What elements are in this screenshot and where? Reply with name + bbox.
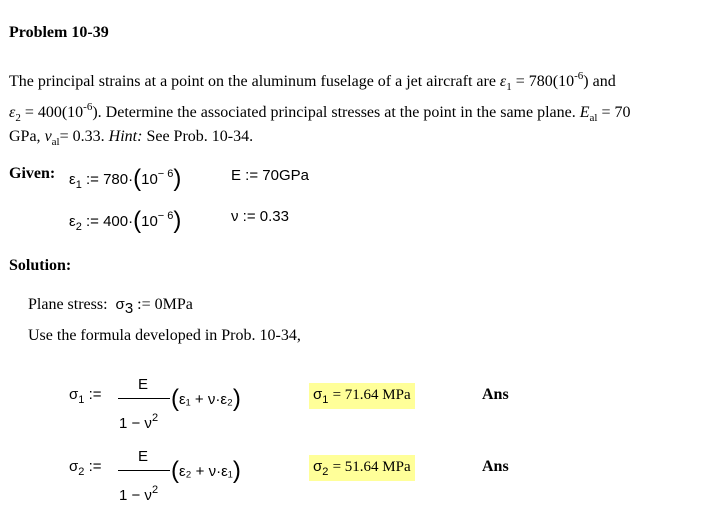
given-nu: ν := 0.33 [231, 208, 289, 225]
sigma-symbol: σ [69, 386, 79, 403]
solution-label: Solution: [9, 257, 72, 274]
sigma1-value: = 71.64 MPa [332, 387, 411, 403]
right-paren: ) [232, 385, 241, 412]
statement-line-1 [9, 70, 616, 93]
given-label: Given: [9, 165, 56, 182]
denominator-exponent: 2 [151, 412, 159, 424]
epsilon-symbol: ε [69, 171, 76, 188]
denominator-text: 1 − ν [119, 487, 152, 504]
statement-line-3 [9, 128, 253, 148]
paren-body: ε₁ + ν·ε₂ [179, 391, 233, 408]
e-symbol: E [579, 104, 590, 121]
eps1-value: = 780(10 [515, 73, 575, 90]
eq2-ans: Ans [482, 458, 509, 475]
subscript-1: 1 [78, 394, 85, 406]
eq2-lhs [69, 458, 102, 478]
subscript-2: 2 [78, 466, 85, 478]
hint-label: Hint: [108, 128, 143, 145]
ten: 10 [141, 213, 158, 230]
ten: 10 [141, 171, 158, 188]
eps2-definition: := 400· [85, 213, 134, 230]
given-E: E := 70GPa [231, 167, 309, 184]
problem-title: Problem 10-39 [9, 24, 109, 41]
exponent-neg6: -6 [83, 101, 93, 113]
eq1-numerator: E [138, 376, 149, 393]
formula-note: Use the formula developed in Prob. 10-34, [28, 327, 301, 344]
exponent: − 6 [157, 210, 174, 222]
eq2-result [309, 455, 415, 481]
eq1-denominator [119, 412, 158, 432]
given-eps2 [69, 205, 181, 233]
exponent: − 6 [157, 168, 174, 180]
nu-al-value: = 0.33. [59, 128, 105, 145]
sigma-symbol: σ [69, 458, 79, 475]
subscript-2: 2 [15, 112, 21, 124]
subscript-3: 3 [124, 300, 134, 317]
subscript-al: al [589, 112, 598, 124]
left-paren: ( [133, 165, 142, 192]
gpa-text: GPa, [9, 128, 41, 145]
epsilon-symbol: ε [69, 213, 76, 230]
eq2-paren-expression [171, 455, 241, 483]
sigma-symbol: σ [313, 386, 323, 403]
eps2-value: = 400(10 [24, 104, 84, 121]
left-paren: ( [171, 457, 179, 484]
right-paren: ) [173, 207, 182, 234]
eq2-numerator: E [138, 448, 149, 465]
sigma-symbol: σ [115, 296, 125, 313]
left-paren: ( [133, 207, 142, 234]
and-text: ) and [583, 73, 616, 90]
sigma-symbol: σ [313, 458, 323, 475]
left-paren: ( [171, 385, 179, 412]
epsilon-symbol: ε [499, 73, 507, 90]
eq1-lhs [69, 386, 102, 406]
hint-text: See Prob. 10-34. [146, 128, 254, 145]
statement-line-2 [9, 101, 631, 124]
given-eps1 [69, 163, 181, 191]
eq2-denominator [119, 484, 158, 504]
paren-body: ε₂ + ν·ε₁ [179, 463, 233, 480]
eq2-fraction-bar [118, 470, 170, 471]
statement-text-1: The principal strains at a point on the aluminum fuselage of a jet aircraft are [9, 73, 496, 90]
eq1-result [309, 383, 415, 409]
subscript-2: 2 [75, 221, 82, 233]
sigma3-definition: := 0MPa [137, 296, 193, 313]
eq1-fraction-bar [118, 398, 170, 399]
right-paren: ) [232, 457, 241, 484]
subscript-1: 1 [322, 394, 329, 406]
subscript-1: 1 [506, 81, 512, 93]
eps1-definition: := 780· [85, 171, 134, 188]
eq1-ans: Ans [482, 386, 509, 403]
assign-operator: := [88, 458, 102, 475]
exponent-neg6: -6 [574, 70, 584, 82]
eq1-paren-expression [171, 383, 241, 411]
e-al-value: = 70 [601, 104, 631, 121]
plane-stress-label: Plane stress: [28, 296, 108, 313]
nu-symbol: ν [44, 128, 52, 145]
plane-stress-line [28, 296, 193, 317]
epsilon-symbol: ε [9, 104, 16, 121]
denominator-exponent: 2 [151, 484, 159, 496]
sigma2-value: = 51.64 MPa [332, 459, 411, 475]
assign-operator: := [88, 386, 102, 403]
subscript-2: 2 [322, 466, 329, 478]
right-paren: ) [173, 165, 182, 192]
subscript-al: al [51, 136, 60, 148]
subscript-1: 1 [75, 179, 82, 191]
denominator-text: 1 − ν [119, 415, 152, 432]
statement-text-2: ). Determine the associated principal stresses at the point in the same plane. [92, 104, 576, 121]
